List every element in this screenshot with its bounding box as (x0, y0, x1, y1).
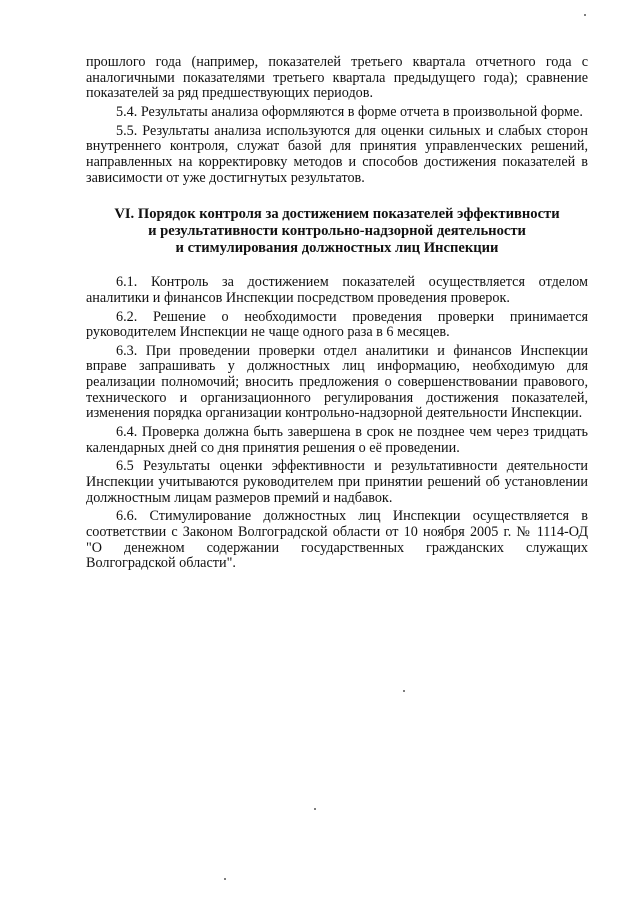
section-heading (86, 206, 588, 257)
document-body (86, 55, 588, 575)
paragraph-6-4: 6.4. Проверка должна быть завершена в срок не позднее чем через тридцать календарных дней со дня принятия решения о её проведении. (86, 424, 588, 456)
section-heading-line-1: VI. Порядок контроля за достижением показателей эффективности (114, 206, 560, 223)
scan-speck (584, 14, 586, 16)
scan-speck (314, 808, 316, 810)
paragraph-6-2: 6.2. Решение о необходимости проведения проверки принимается руководителем Инспекции не чаще одного раза в 6 месяцев. (86, 308, 588, 341)
paragraph-6-6: 6.6. Стимулирование должностных лиц Инспекции осуществляется в соответствии с Законом Волгоградской области от 10 ноября 2005 г. № 1114-ОД "О денежном содержании государственных гражданских служащих Волгоградской области". (86, 508, 588, 572)
paragraph-6-5: 6.5 Результаты оценки эффективности и результативности деятельности Инспекции учитываются руководителем при принятии решений об установлении должностным лицам размеров премий и надбавок. (86, 458, 588, 506)
section-heading-line-3: и стимулирования должностных лиц Инспекции (175, 240, 499, 257)
paragraph-5-5: 5.5. Результаты анализа используются для оценки сильных и слабых сторон внутреннего контроля, служат базой для принятия управленческих решений, направленных на корректировку методов и способов достижения показателей в зависимости от уже достигнутых результатов. (86, 122, 588, 186)
paragraph-continued: прошлого года (например, показателей третьего квартала отчетного года с аналогичными показателями третьего квартала предыдущего года); сравнение показателей за ряд предшествующих периодов. (86, 54, 588, 102)
paragraph-5-4: 5.4. Результаты анализа оформляются в форме отчета в произвольной форме. (116, 103, 583, 120)
scan-speck (403, 690, 405, 692)
paragraph-6-1: 6.1. Контроль за достижением показателей осуществляется отделом аналитики и финансов Инспекции посредством проведения проверок. (86, 274, 588, 306)
scan-speck (224, 878, 226, 880)
section-heading-line-2: и результативности контрольно-надзорной деятельности (148, 223, 526, 240)
paragraph-6-3: 6.3. При проведении проверки отдел аналитики и финансов Инспекции вправе запрашивать у должностных лиц информацию, необходимую для реализации полномочий; вносить предложения о совершенствовании правового, технического и организационного регулирования достижения показателей, изменения порядка организации контрольно-надзорной деятельности Инспекции. (86, 342, 588, 422)
